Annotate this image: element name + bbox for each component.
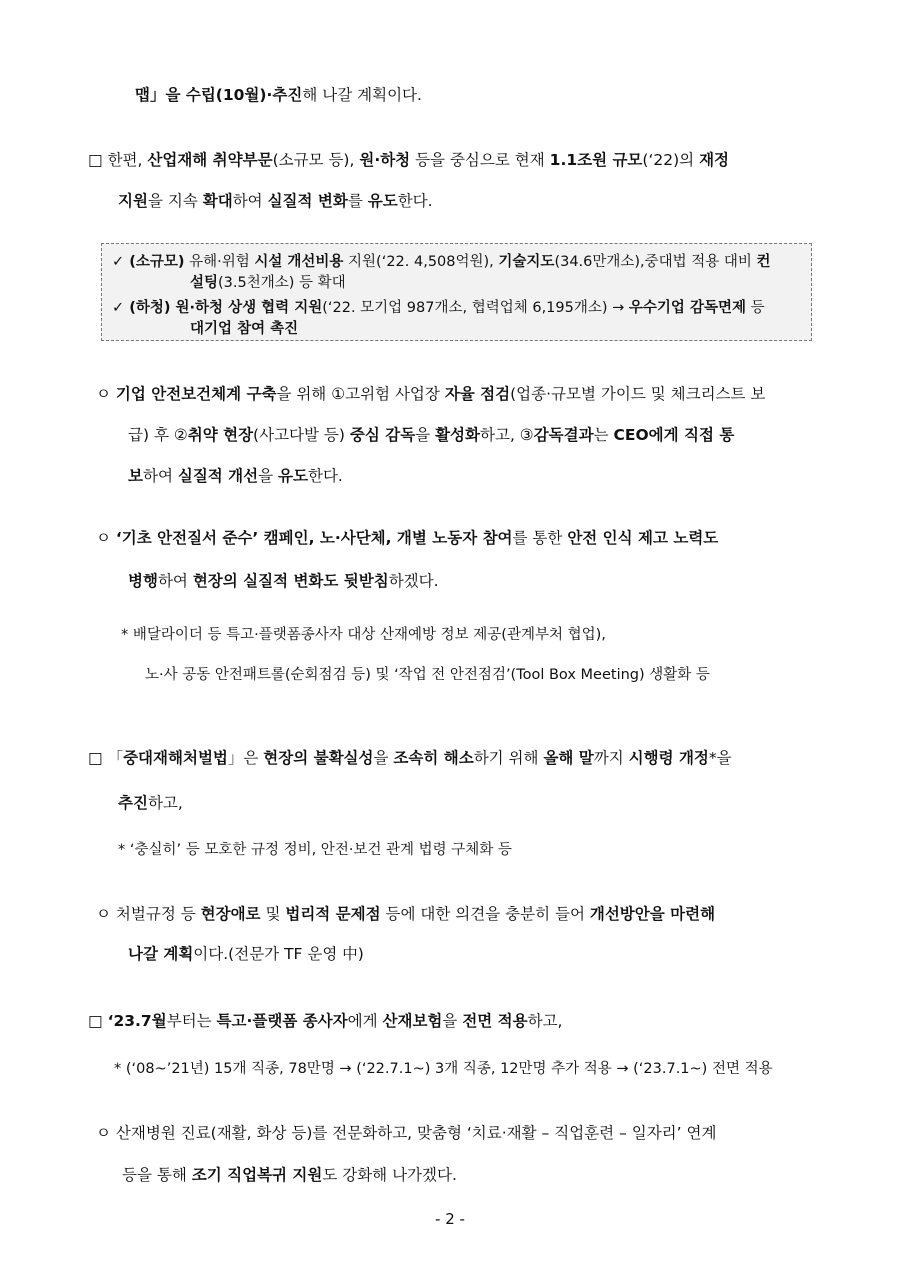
text-run: □ 「 bbox=[88, 749, 124, 767]
text-run: (3.5천개소) 등 확대 bbox=[218, 275, 346, 291]
text-run: 를 통한 bbox=[512, 529, 568, 547]
section-bullet-line bbox=[0, 1010, 900, 1032]
bold-text-run: 중심 감독 bbox=[349, 426, 416, 444]
text-run: (소규모 등), bbox=[272, 151, 360, 169]
text-run: ㅇ 처벌규정 등 bbox=[96, 905, 201, 923]
text-run: 등을 중심으로 현재 bbox=[410, 151, 550, 169]
section-bullet-line bbox=[0, 149, 900, 171]
text-run: 을 bbox=[258, 467, 279, 485]
bold-text-run: 현장의 실질적 변화도 뒷받침 bbox=[192, 572, 389, 590]
bold-text-run: 자율 점검 bbox=[444, 385, 511, 403]
sub-bullet-line bbox=[0, 903, 900, 925]
text-run: 하고, ③ bbox=[480, 426, 534, 444]
sub-bullet-line bbox=[0, 527, 900, 549]
text-run: 등에 대한 의견을 충분히 들어 bbox=[380, 905, 590, 923]
text-line bbox=[0, 190, 900, 212]
bold-text-run: CEO에게 직접 통 bbox=[613, 426, 735, 444]
text-run: (‘22. 모기업 987개소, 협력업체 6,195개소) → bbox=[322, 300, 629, 316]
bold-text-run: ✓ bbox=[112, 300, 130, 316]
bold-text-run: 올해 말 bbox=[543, 749, 594, 767]
bold-text-run: ‘23.7월 bbox=[107, 1012, 167, 1030]
text-run: 에게 bbox=[347, 1012, 383, 1030]
bold-text-run: 법리적 문제점 bbox=[285, 905, 381, 923]
box-line bbox=[190, 319, 298, 339]
text-run: 을 bbox=[415, 426, 436, 444]
bold-text-run: 유도 bbox=[367, 192, 398, 210]
text-run: 등 bbox=[746, 300, 765, 316]
bold-text-run: 현장의 불확실성 bbox=[263, 749, 374, 767]
text-run: 한다. bbox=[307, 467, 343, 485]
text-run: (34.6만개소),중대법 적용 대비 bbox=[554, 254, 757, 270]
box-line bbox=[112, 298, 765, 318]
text-run: 까지 bbox=[593, 749, 629, 767]
bold-text-run: 안전 인식 제고 노력도 bbox=[567, 529, 719, 547]
text-line bbox=[0, 1164, 900, 1186]
footnote-line bbox=[0, 1058, 900, 1080]
text-line bbox=[0, 792, 900, 814]
text-run: * 배달라이더 등 특고·플랫폼종사자 대상 산재예방 정보 제공(관계부처 협업), bbox=[121, 627, 606, 643]
bold-text-run: 1.1조원 규모 bbox=[549, 151, 643, 169]
bold-text-run: 설팅 bbox=[190, 275, 219, 291]
sub-bullet-line bbox=[0, 1122, 900, 1144]
text-run: 급) 후 ② bbox=[128, 426, 188, 444]
bold-text-run: 수립(10월)·추진 bbox=[185, 86, 303, 104]
footnote-line bbox=[0, 839, 900, 861]
bold-text-run: 조속히 해소 bbox=[393, 749, 474, 767]
text-run: 하고, bbox=[527, 1012, 563, 1030]
bold-text-run: 시설 개선비용 bbox=[254, 254, 344, 270]
text-run: (사고다발 등) bbox=[253, 426, 350, 444]
bold-text-run: ✓ bbox=[112, 254, 130, 270]
bold-text-run: (소규모) bbox=[129, 254, 185, 270]
text-run: 한다. bbox=[397, 192, 433, 210]
bold-text-run: 우수기업 감독면제 bbox=[628, 300, 747, 316]
bold-text-run: 특고·플랫폼 종사자 bbox=[216, 1012, 348, 1030]
text-run: 유해·위험 bbox=[184, 254, 255, 270]
text-run: 하여 bbox=[142, 467, 178, 485]
bold-text-run: ‘기초 안전질서 준수’ 캠페인, 노·사단체, 개별 노동자 참여 bbox=[115, 529, 513, 547]
bold-text-run: 기술지도 bbox=[498, 254, 555, 270]
text-run: 이다.(전문가 TF 운영 中) bbox=[193, 945, 364, 963]
bold-text-run: 전면 적용 bbox=[462, 1012, 528, 1030]
text-line bbox=[0, 424, 900, 446]
bold-text-run: 대기업 참여 촉진 bbox=[190, 321, 299, 337]
bold-text-run: 보 bbox=[128, 467, 143, 485]
bold-text-run: (하청) 원·하청 상생 협력 지원 bbox=[129, 300, 323, 316]
bold-text-run: 유도 bbox=[278, 467, 308, 485]
bold-text-run: 지원 bbox=[118, 192, 148, 210]
text-line bbox=[0, 570, 900, 592]
sub-bullet-line bbox=[0, 383, 900, 405]
text-run: 하여 bbox=[157, 572, 193, 590]
bold-text-run: 병행 bbox=[128, 572, 158, 590]
text-run: 을 bbox=[442, 1012, 463, 1030]
bold-text-run: 취약 현장 bbox=[187, 426, 254, 444]
text-run: 」은 bbox=[227, 749, 264, 767]
text-run: 을 위해 ①고위험 사업장 bbox=[276, 385, 445, 403]
bold-text-run: 추진 bbox=[118, 794, 148, 812]
box-line bbox=[190, 273, 346, 293]
box-line bbox=[112, 252, 771, 272]
bold-text-run: 산재보험 bbox=[382, 1012, 443, 1030]
text-run: *을 bbox=[708, 749, 732, 767]
bold-text-run: 조기 직업복귀 지원 bbox=[191, 1166, 323, 1184]
section-bullet-line bbox=[0, 747, 900, 769]
text-run: 해 나갈 계획이다. bbox=[302, 86, 422, 104]
footnote-line bbox=[0, 624, 900, 646]
text-run: □ 한편, bbox=[88, 151, 148, 169]
bold-text-run: 맵」을 bbox=[135, 86, 186, 104]
bold-text-run: 실질적 개선 bbox=[177, 467, 259, 485]
text-run: 를 bbox=[347, 192, 368, 210]
bold-text-run: 확대 bbox=[202, 192, 233, 210]
bold-text-run: 컨 bbox=[756, 254, 771, 270]
text-run: ㅇ bbox=[96, 385, 116, 403]
text-run: * ‘충실히’ 등 모호한 규정 정비, 안전·보건 관계 법령 구체화 등 bbox=[118, 842, 512, 858]
text-run: (업종·규모별 가이드 및 체크리스트 보 bbox=[510, 385, 766, 403]
text-line bbox=[0, 943, 900, 965]
text-run: 하고, bbox=[147, 794, 183, 812]
bold-text-run: 실질적 변화 bbox=[267, 192, 348, 210]
bold-text-run: 원·하청 bbox=[359, 151, 411, 169]
text-run: * (‘08~’21년) 15개 직종, 78만명 → (‘22.7.1~) 3개 직종, 12만명 추가 적용 → (‘23.7.1~) 전면 적용 bbox=[114, 1061, 773, 1077]
bold-text-run: 중대재해처벌법 bbox=[123, 749, 228, 767]
bold-text-run: 나갈 계획 bbox=[128, 945, 194, 963]
bold-text-run: 감독결과 bbox=[533, 426, 594, 444]
bold-text-run: 현장애로 bbox=[200, 905, 261, 923]
text-run: 하기 위해 bbox=[473, 749, 544, 767]
text-run: 하여 bbox=[232, 192, 268, 210]
bold-text-run: 활성화 bbox=[435, 426, 480, 444]
text-run: 는 bbox=[593, 426, 614, 444]
text-run: (‘22)의 bbox=[642, 151, 700, 169]
text-run: □ bbox=[88, 1012, 108, 1030]
highlight-box bbox=[101, 243, 812, 341]
text-run: ㅇ 산재병원 진료(재활, 화상 등)를 전문화하고, 맞춤형 ‘치료·재활 – 직업훈련 – 일자리’ 연계 bbox=[96, 1124, 717, 1142]
text-run: 하겠다. bbox=[388, 572, 439, 590]
bold-text-run: 기업 안전보건체계 구축 bbox=[115, 385, 277, 403]
bold-text-run: 시행령 개정 bbox=[628, 749, 709, 767]
text-run: 및 bbox=[260, 905, 286, 923]
bold-text-run: 산업재해 취약부문 bbox=[147, 151, 273, 169]
bold-text-run: 개선방안을 마련해 bbox=[589, 905, 716, 923]
text-run: 도 강화해 나가겠다. bbox=[322, 1166, 457, 1184]
text-run: 등을 통해 bbox=[122, 1166, 192, 1184]
text-line bbox=[0, 84, 900, 106]
text-run: ㅇ bbox=[96, 529, 116, 547]
text-run: 을 bbox=[373, 749, 394, 767]
text-run: 부터는 bbox=[166, 1012, 217, 1030]
page-number: - 2 - bbox=[435, 1210, 465, 1228]
text-line bbox=[0, 465, 900, 487]
text-run: 노·사 공동 안전패트롤(순회점검 등) 및 ‘작업 전 안전점검’(Tool Box Meeting) 생활화 등 bbox=[145, 667, 710, 683]
bold-text-run: 재정 bbox=[699, 151, 730, 169]
text-run: 을 지속 bbox=[147, 192, 203, 210]
text-run: 지원(‘22. 4,508억원), bbox=[343, 254, 499, 270]
footnote-line bbox=[0, 664, 900, 686]
